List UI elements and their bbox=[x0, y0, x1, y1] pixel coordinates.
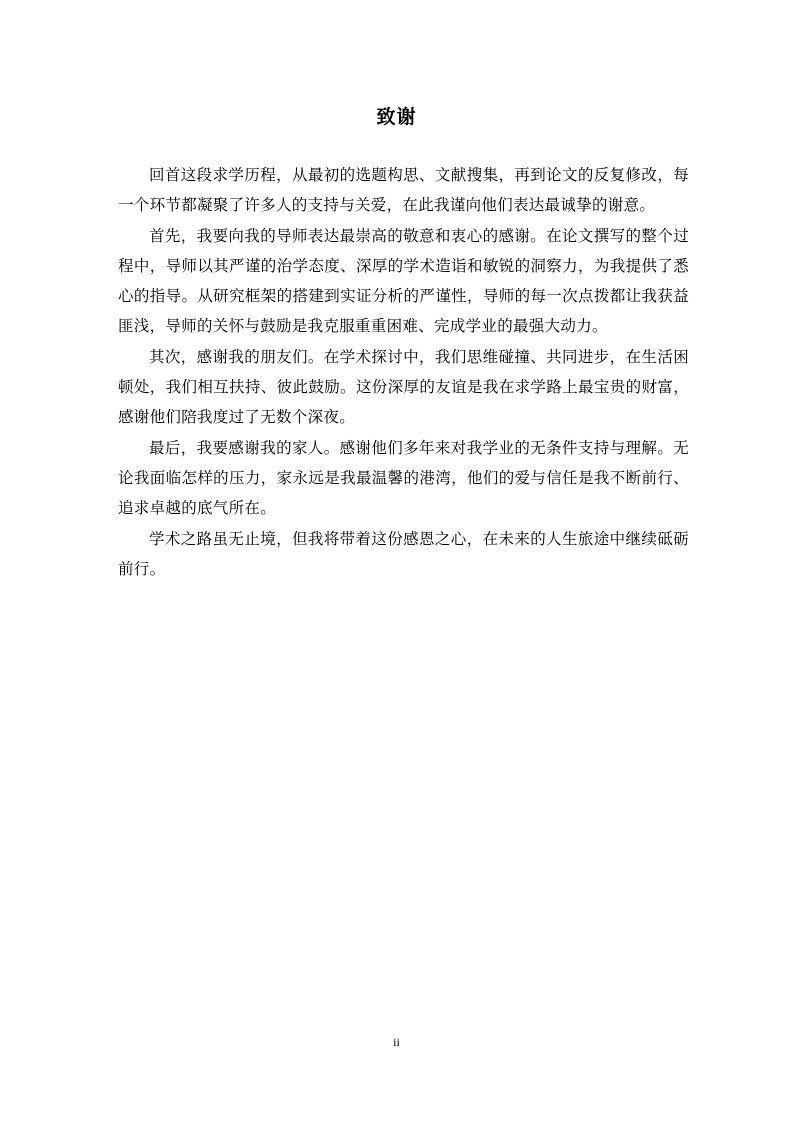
paragraph-intro: 回首这段求学历程，从最初的选题构思、文献搜集，再到论文的反复修改，每一个环节都凝聚了许多人的支持与关爱，在此我谨向他们表达最诚挚的谢意。 bbox=[118, 166, 689, 215]
page-title: 致谢 bbox=[376, 106, 417, 128]
paragraph-closing: 学术之路虽无止境，但我将带着这份感恩之心，在未来的人生旅途中继续砥砺前行。 bbox=[118, 529, 689, 578]
page-number: ii bbox=[393, 1035, 400, 1049]
paragraph-friends: 其次，感谢我的朋友们。在学术探讨中，我们思维碰撞、共同进步，在生活困顿处，我们相互扶持、彼此鼓励。这份深厚的友谊是我在求学路上最宝贵的财富，感谢他们陪我度过了无数个深夜。 bbox=[118, 347, 689, 427]
paragraph-family: 最后，我要感谢我的家人。感谢他们多年来对我学业的无条件支持与理解。无论我面临怎样的压力，家永远是我最温馨的港湾，他们的爱与信任是我不断前行、追求卓越的底气所在。 bbox=[118, 438, 689, 518]
paragraph-advisor: 首先，我要向我的导师表达最崇高的敬意和衷心的感谢。在论文撰写的整个过程中，导师以其严谨的治学态度、深厚的学术造诣和敏锐的洞察力，为我提供了悉心的指导。从研究框架的搭建到实证分析的严谨性，导师的每一次点拨都让我获益匪浅，导师的关怀与鼓励是我克服重重困难、完成学业的最强大动力。 bbox=[118, 226, 689, 336]
acknowledgement-body bbox=[118, 160, 689, 584]
